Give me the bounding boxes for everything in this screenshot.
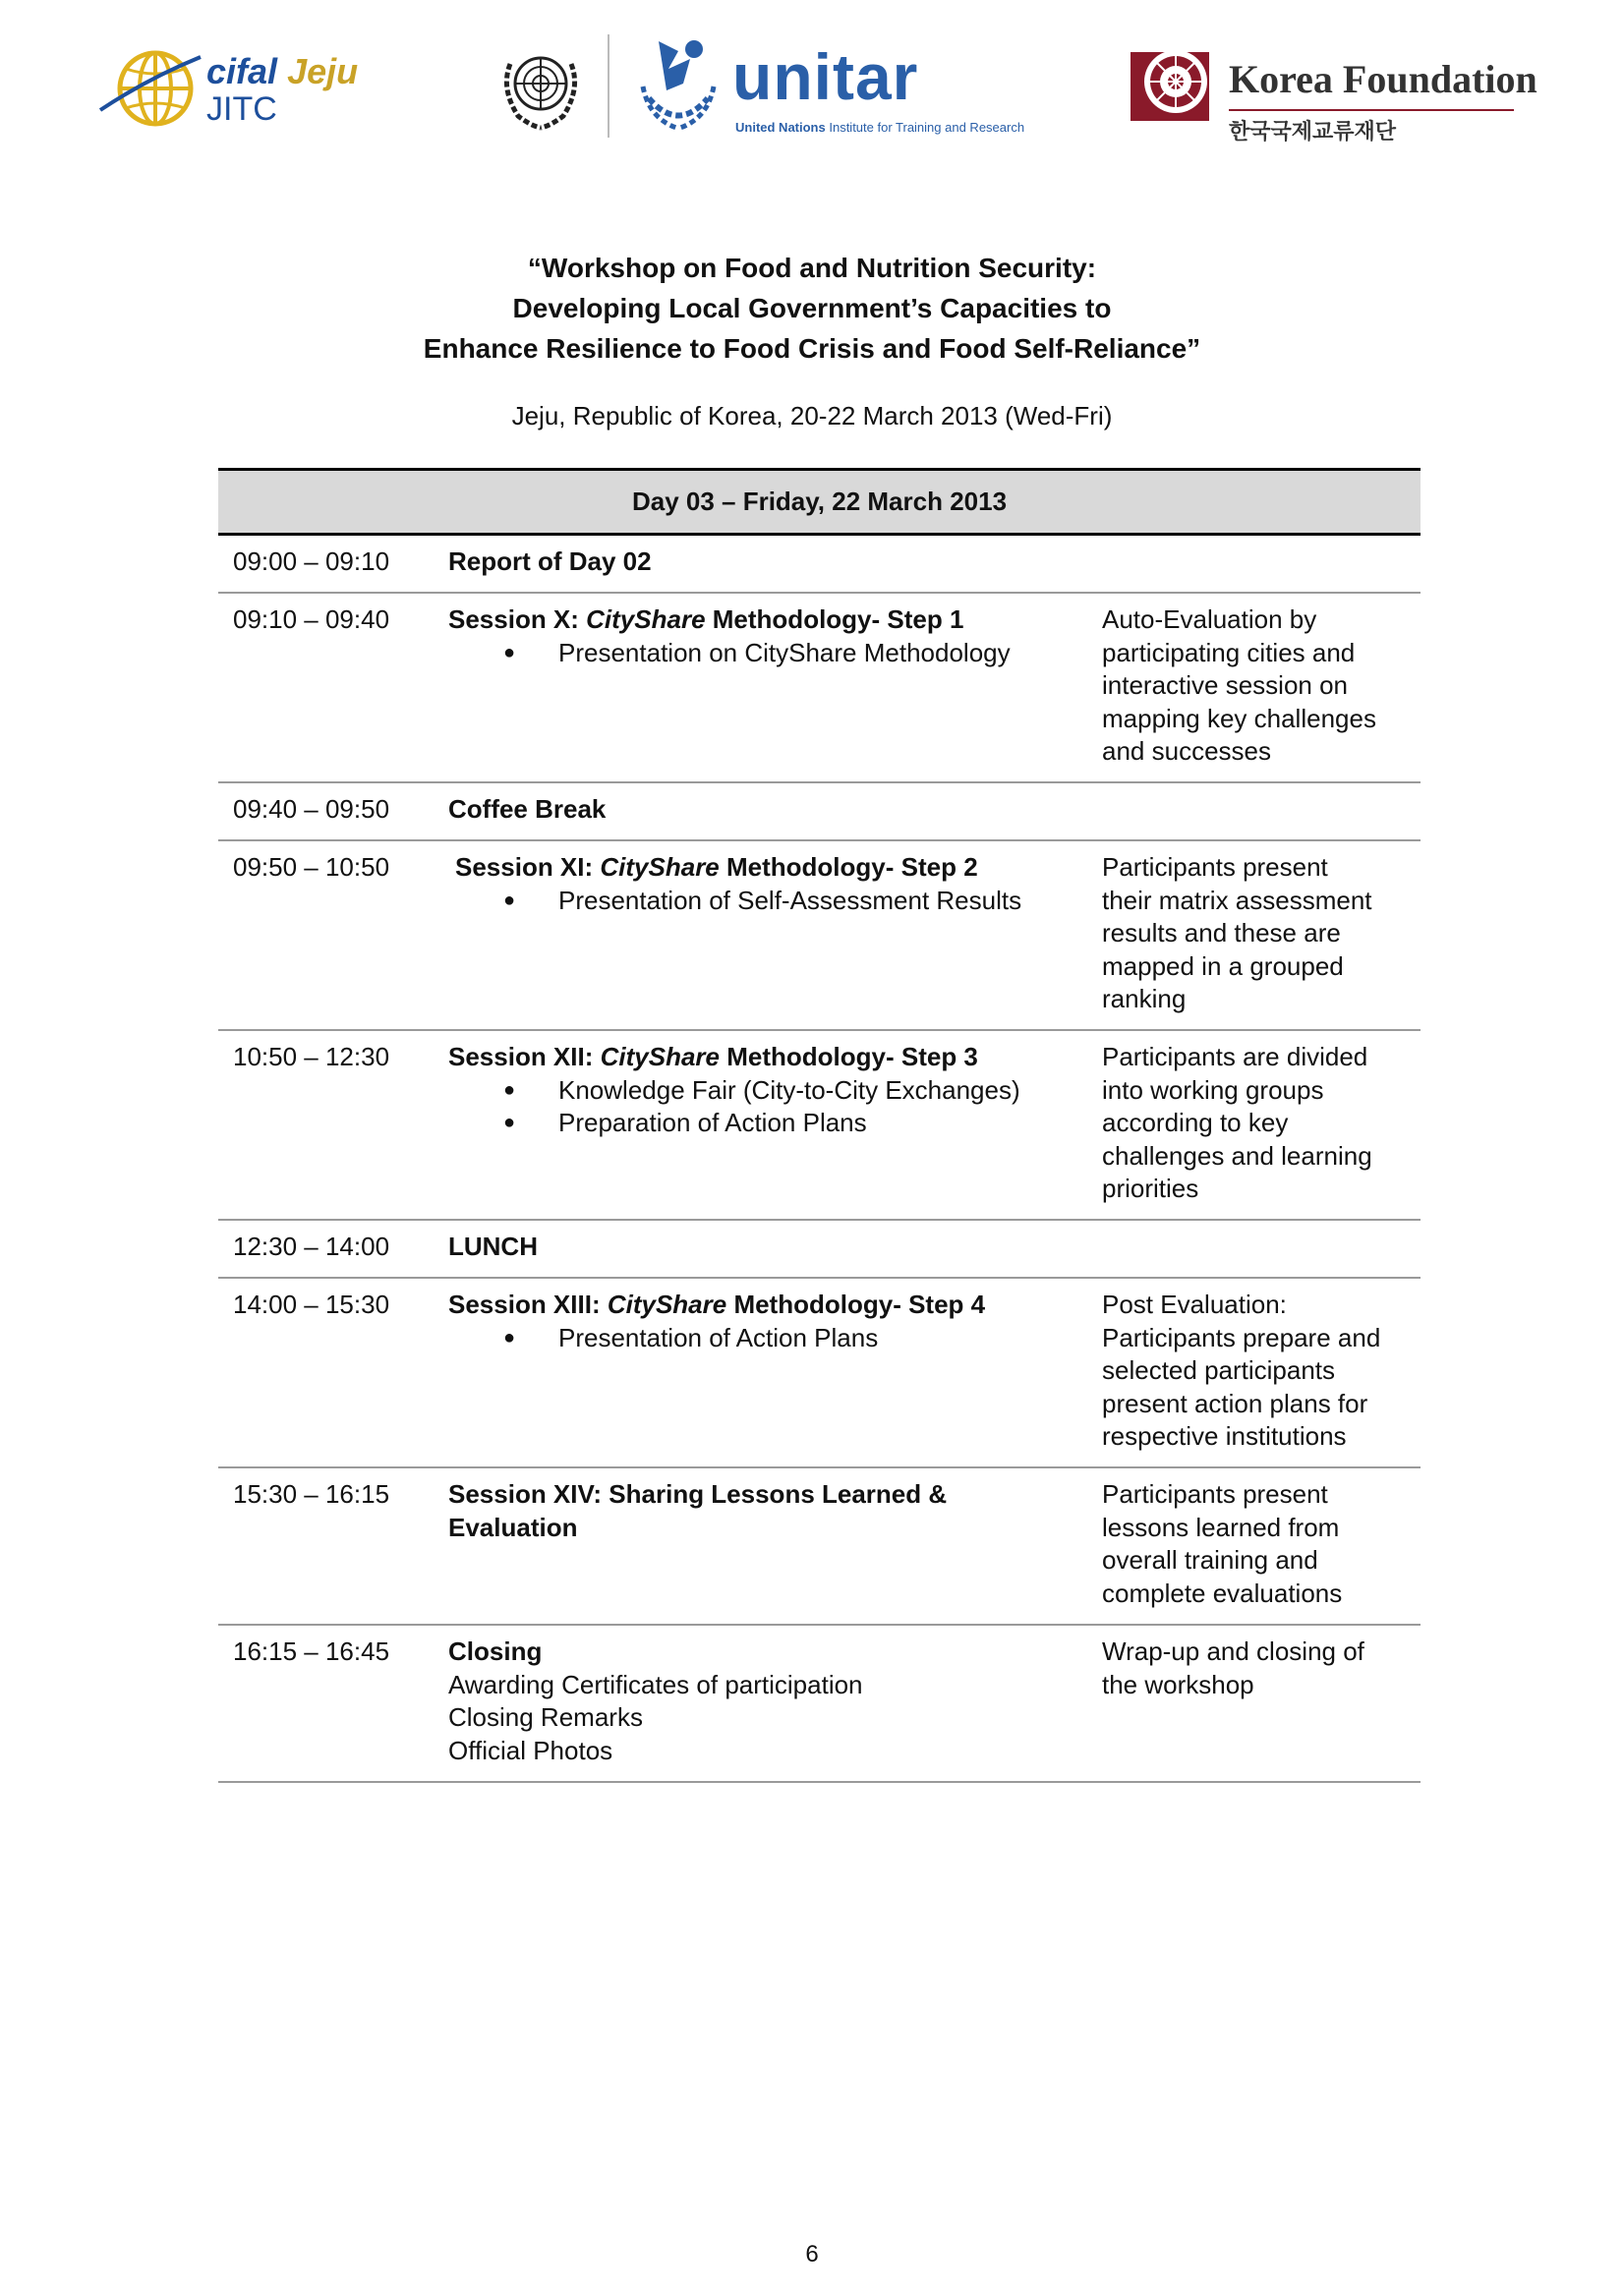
session-title: Session X: CityShare Methodology- Step 1 xyxy=(448,604,964,634)
list-item: ● Presentation of Self-Assessment Results xyxy=(448,885,1084,918)
list-item: ● Presentation on CityShare Methodology xyxy=(448,637,1077,670)
unitar-wordmark: unitar xyxy=(732,40,919,113)
row-note: Auto-Evaluation by participating cities and interactive session on mapping key challenges and successes xyxy=(1102,604,1376,766)
cifal-name: cifal Jeju xyxy=(206,51,359,91)
row-time: 09:50 – 10:50 xyxy=(233,852,390,882)
table-row xyxy=(218,1221,1421,1279)
row-time: 09:10 – 09:40 xyxy=(233,604,390,634)
logo-bar xyxy=(0,29,1624,167)
korea-foundation-korean: 한국국제교류재단 xyxy=(1229,119,1397,144)
session-title-line: Evaluation xyxy=(448,1512,578,1542)
row-time: 09:40 – 09:50 xyxy=(233,794,390,824)
row-note: Post Evaluation: Participants prepare and selected participants present action plans for respective institutions xyxy=(1102,1290,1381,1451)
table-row xyxy=(218,1468,1421,1626)
row-session xyxy=(455,851,1084,917)
session-bullets xyxy=(448,1322,1077,1355)
korea-foundation-logo xyxy=(1131,34,1537,152)
row-title: Report of Day 02 xyxy=(448,546,652,576)
schedule-table xyxy=(218,468,1421,1783)
unitar-figure-icon xyxy=(629,29,727,147)
table-row xyxy=(218,594,1421,783)
table-row xyxy=(218,783,1421,841)
row-time: 12:30 – 14:00 xyxy=(233,1232,390,1261)
session-bullets xyxy=(448,885,1084,918)
list-item: ● Preparation of Action Plans xyxy=(448,1107,1077,1140)
title-line-2: Developing Local Government’s Capacities to xyxy=(512,293,1112,323)
globe-icon xyxy=(98,39,202,133)
session-bullets xyxy=(448,1074,1077,1140)
list-item: ● Presentation of Action Plans xyxy=(448,1322,1077,1355)
list-item: Official Photos xyxy=(448,1735,613,1765)
day-header: Day 03 – Friday, 22 March 2013 xyxy=(218,468,1421,536)
page-number: 6 xyxy=(805,2241,819,2267)
session-bullets xyxy=(448,637,1077,670)
session-title: Session XII: CityShare Methodology- Step 3 xyxy=(448,1042,978,1071)
title-line-1: “Workshop on Food and Nutrition Security: xyxy=(527,253,1097,283)
row-session xyxy=(448,603,1077,669)
un-logo xyxy=(496,39,585,138)
list-item: ● Knowledge Fair (City-to-City Exchanges) xyxy=(448,1074,1077,1108)
row-note: Participants present lessons learned from overall training and complete evaluations xyxy=(1102,1479,1343,1608)
document-subtitle: Jeju, Republic of Korea, 20-22 March 2013 (Wed-Fri) xyxy=(511,401,1113,430)
row-session xyxy=(448,1636,1077,1767)
row-session xyxy=(448,1041,1077,1140)
list-item: Closing Remarks xyxy=(448,1702,643,1732)
logo-divider xyxy=(608,34,609,138)
row-title: LUNCH xyxy=(448,1232,538,1261)
bullet-icon: ● xyxy=(503,1112,516,1133)
unitar-logo xyxy=(629,29,1062,147)
table-row xyxy=(218,1279,1421,1468)
table-row xyxy=(218,1031,1421,1221)
row-title: Coffee Break xyxy=(448,794,607,824)
korea-foundation-emblem-icon xyxy=(1131,42,1221,133)
row-time: 10:50 – 12:30 xyxy=(233,1042,390,1071)
row-time: 09:00 – 09:10 xyxy=(233,546,390,576)
row-time: 15:30 – 16:15 xyxy=(233,1479,390,1509)
bullet-icon: ● xyxy=(503,889,516,911)
cifal-jitc: JITC xyxy=(206,90,277,128)
bullet-icon: ● xyxy=(503,1078,516,1101)
table-row xyxy=(218,841,1421,1031)
row-time: 14:00 – 15:30 xyxy=(233,1290,390,1319)
document-title xyxy=(0,248,1624,369)
session-title: Session XI: CityShare Methodology- Step 2 xyxy=(455,852,978,882)
korea-foundation-rule xyxy=(1229,109,1514,111)
row-time: 16:15 – 16:45 xyxy=(233,1636,390,1666)
title-line-3: Enhance Resilience to Food Crisis and Food Self-Reliance” xyxy=(423,333,1201,364)
row-session xyxy=(448,1478,1077,1544)
un-emblem-icon xyxy=(496,39,585,138)
bullet-icon: ● xyxy=(503,641,516,663)
row-note: Participants are divided into working groups according to key challenges and learning priorities xyxy=(1102,1042,1372,1203)
list-item: Awarding Certificates of participation xyxy=(448,1669,863,1699)
table-row xyxy=(218,1626,1421,1783)
cifal-jeju-logo xyxy=(98,39,393,138)
session-title: Closing xyxy=(448,1636,543,1666)
row-session xyxy=(448,1289,1077,1354)
row-note: Participants present their matrix assessment results and these are mapped in a grouped ranking xyxy=(1102,852,1372,1013)
session-title: Session XIII: CityShare Methodology- Step 4 xyxy=(448,1290,986,1319)
row-note: Wrap-up and closing of the workshop xyxy=(1102,1636,1364,1699)
table-row xyxy=(218,536,1421,594)
korea-foundation-name: Korea Foundation xyxy=(1229,57,1537,101)
session-title-line: Session XIV: Sharing Lessons Learned & xyxy=(448,1479,948,1509)
unitar-subtitle: United Nations Institute for Training and Research xyxy=(735,120,1025,135)
bullet-icon: ● xyxy=(503,1326,516,1349)
